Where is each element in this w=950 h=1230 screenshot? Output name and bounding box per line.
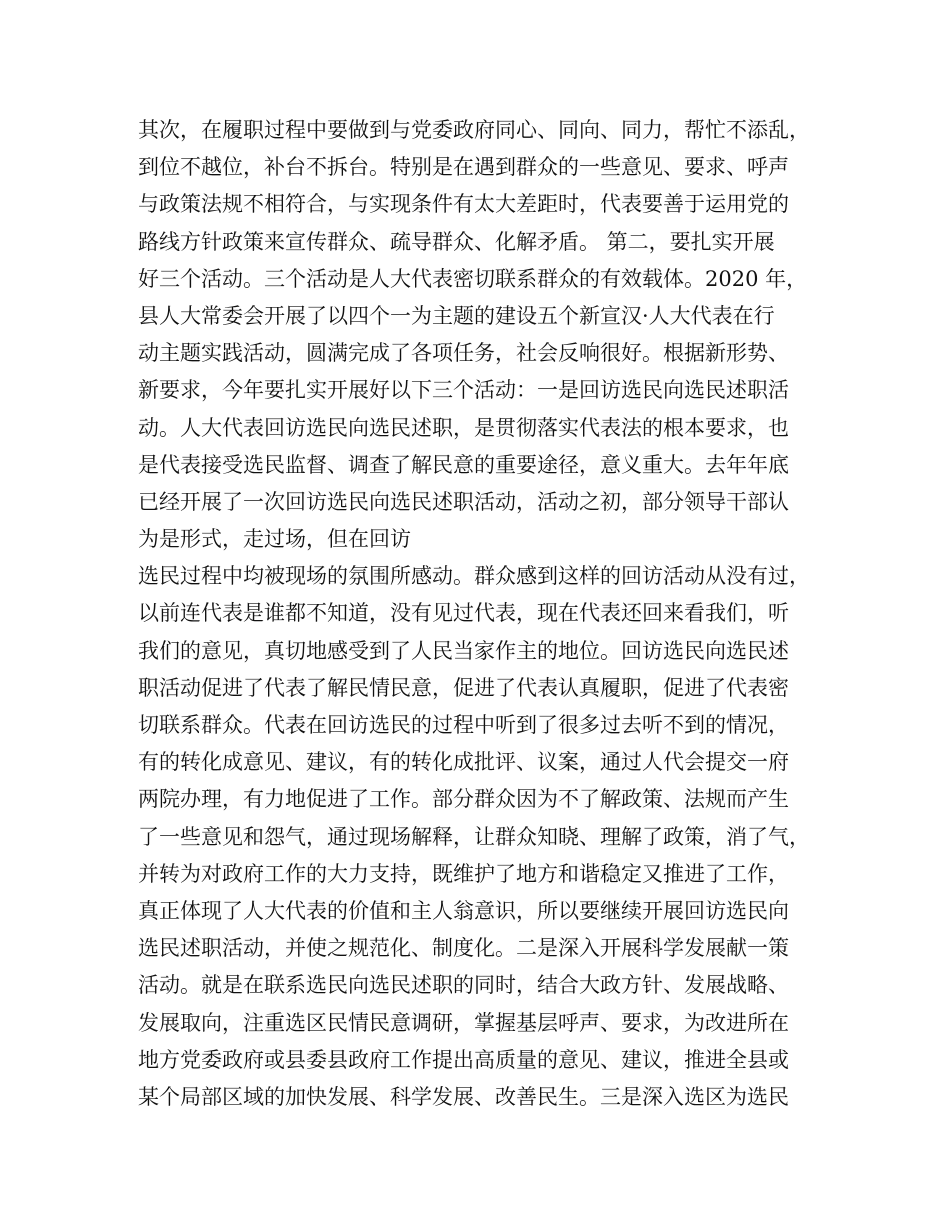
text-line: 真正体现了人大代表的价值和主人翁意识，所以要继续开展回访选民向 <box>138 898 789 923</box>
text-line: 新要求，今年要扎实开展好以下三个活动：一是回访选民向选民述职活 <box>138 378 789 403</box>
text-line: 路线方针政策来宣传群众、疏导群众、化解矛盾。 第二，要扎实开展 <box>138 229 775 254</box>
text-line: 选民过程中均被现场的氛围所感动。群众感到这样的回访活动从没有过， <box>138 564 810 589</box>
text-line: 以前连代表是谁都不知道，没有见过代表，现在代表还回来看我们，听 <box>138 601 789 626</box>
text-line: 切联系群众。代表在回访选民的过程中听到了很多过去听不到的情况， <box>138 713 789 737</box>
text-line: 有的转化成意见、建议，有的转化成批评、议案，通过人代会提交一府 <box>138 750 789 775</box>
text-line: 动主题实践活动，圆满完成了各项任务，社会反响很好。根据新形势、 <box>138 341 789 366</box>
text-line: 其次，在履职过程中要做到与党委政府同心、同向、同力，帮忙不添乱， <box>138 118 810 142</box>
text-line: 县人大常委会开展了以四个一为主题的建设五个新宣汉·人大代表在行 <box>138 303 775 328</box>
text-line: 某个局部区域的加快发展、科学发展、改善民生。三是深入选区为选民 <box>138 1084 789 1109</box>
text-line: 发展取向，注重选区民情民意调研，掌握基层呼声、要求，为改进所在 <box>138 1010 789 1035</box>
text-line: 我们的意见，真切地感受到了人民当家作主的地位。回访选民向选民述 <box>138 638 789 663</box>
text-line: 地方党委政府或县委县政府工作提出高质量的意见、建议，推进全县或 <box>138 1047 789 1072</box>
text-line: 两院办理，有力地促进了工作。部分群众因为不了解政策、法规而产生 <box>138 787 789 812</box>
text-line: 了一些意见和怨气，通过现场解释，让群众知晓、理解了政策，消了气， <box>138 824 810 849</box>
text-line: 好三个活动。三个活动是人大代表密切联系群众的有效载体。2020 年， <box>138 266 808 291</box>
text-line: 选民述职活动，并使之规范化、制度化。二是深入开展科学发展献一策 <box>138 936 789 961</box>
text-line: 活动。就是在联系选民向选民述职的同时，结合大政方针、发展战略、 <box>138 973 789 998</box>
text-line: 与政策法规不相符合，与实现条件有太大差距时，代表要善于运用党的 <box>138 192 789 217</box>
text-line: 职活动促进了代表了解民情民意，促进了代表认真履职，促进了代表密 <box>138 675 789 700</box>
text-line: 是代表接受选民监督、调查了解民意的重要途径，意义重大。去年年底 <box>138 452 789 477</box>
text-line: 到位不越位，补台不拆台。特别是在遇到群众的一些意见、要求、呼声 <box>138 155 789 180</box>
text-line: 已经开展了一次回访选民向选民述职活动，活动之初，部分领导干部认 <box>138 489 789 514</box>
text-line: 并转为对政府工作的大力支持，既维护了地方和谐稳定又推进了工作， <box>138 861 789 886</box>
text-line: 为是形式，走过场，但在回访 <box>138 527 411 552</box>
text-line: 动。人大代表回访选民向选民述职，是贯彻落实代表法的根本要求，也 <box>138 415 789 440</box>
document-body-text <box>138 112 838 1116</box>
